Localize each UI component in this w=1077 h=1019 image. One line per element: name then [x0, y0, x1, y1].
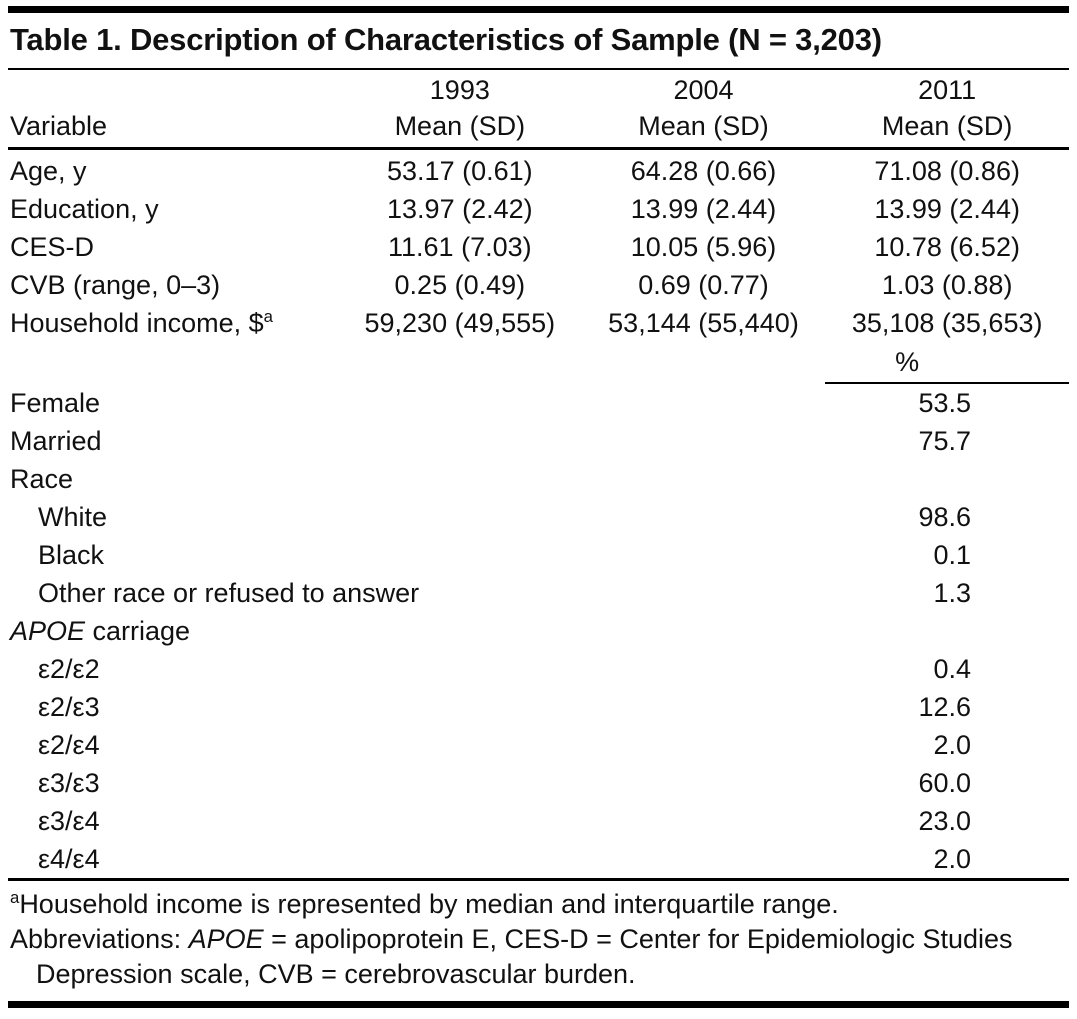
value-2011: 13.99 (2.44): [874, 194, 1020, 224]
table-row: [8, 650, 1069, 688]
row-label: ε2/ε3: [38, 692, 100, 722]
table-row: [8, 266, 1069, 304]
percent-value: 1.3: [933, 578, 971, 608]
percent-value: 98.6: [918, 502, 971, 532]
row-label-italic: APOE: [10, 616, 86, 646]
percent-value: 2.0: [933, 844, 971, 874]
percent-header: %: [825, 342, 1069, 384]
table-row: [8, 688, 1069, 726]
table-header: [8, 70, 1069, 147]
row-label: ε3/ε3: [38, 768, 100, 798]
table-row: [8, 574, 1069, 612]
row-label: Age, y: [10, 156, 87, 186]
percent-value: 53.5: [918, 388, 971, 418]
value-2004: 53,144 (55,440): [608, 308, 799, 338]
footnote-abbreviations: [10, 922, 1067, 992]
row-label-text: carriage: [85, 616, 191, 646]
year-header-2004: 2004: [673, 75, 734, 105]
percent-value: 75.7: [918, 426, 971, 456]
abbrev-rest: = apolipoprotein E, CES-D = Center for Epidemiologic Studies Depression scale, CVB = cerebrovascular burden.: [36, 924, 1013, 989]
row-label-text: Household income, $: [10, 308, 264, 338]
table-row: [8, 840, 1069, 878]
table-row: [8, 460, 1069, 498]
table-row: [8, 726, 1069, 764]
row-label: ε4/ε4: [38, 844, 100, 874]
percent-value: 12.6: [918, 692, 971, 722]
row-label: CVB (range, 0–3): [10, 270, 221, 300]
row-label: Female: [10, 388, 101, 418]
subheader-row: [8, 108, 1069, 144]
variable-header: Variable: [10, 111, 108, 141]
percent-value: 23.0: [918, 806, 971, 836]
mean-sd-header-2011: Mean (SD): [881, 111, 1013, 141]
footnote-a-text: Household income is represented by median and interquartile range.: [19, 889, 839, 919]
abbrev-prefix: Abbreviations:: [10, 924, 189, 954]
table-body: [8, 150, 1069, 878]
value-1993: 13.97 (2.42): [387, 194, 533, 224]
table-row: [8, 764, 1069, 802]
value-2011: 71.08 (0.86): [874, 156, 1020, 186]
value-2011: 35,108 (35,653): [851, 308, 1043, 338]
footnotes: [8, 881, 1069, 1001]
table-row: [8, 384, 1069, 422]
value-2004: 10.05 (5.96): [630, 232, 777, 262]
value-2004: 13.99 (2.44): [630, 194, 777, 224]
mean-sd-header-1993: Mean (SD): [394, 111, 526, 141]
value-2011: 10.78 (6.52): [874, 232, 1020, 262]
abbrev-apoe-italic: APOE: [188, 924, 264, 954]
top-rule: [8, 6, 1069, 13]
value-2004: 0.69 (0.77): [638, 270, 769, 300]
value-1993: 59,230 (49,555): [364, 308, 556, 338]
row-label: Black: [38, 540, 105, 570]
table-row: [8, 536, 1069, 574]
footnote-marker-a: a: [263, 307, 273, 326]
value-2011: 1.03 (0.88): [881, 270, 1013, 300]
table-row: [8, 304, 1069, 342]
percent-value: 0.1: [933, 540, 971, 570]
mean-sd-header-2004: Mean (SD): [638, 111, 769, 141]
row-label: Married: [10, 426, 102, 456]
row-label: ε3/ε4: [38, 806, 100, 836]
row-label: [8, 612, 825, 650]
table-row: [8, 190, 1069, 228]
row-label: White: [38, 502, 108, 532]
row-label: [8, 304, 338, 342]
bottom-rule: [8, 1001, 1069, 1008]
table-row: [8, 498, 1069, 536]
year-header-row: [8, 72, 1069, 108]
table-row: [8, 802, 1069, 840]
table-title: Table 1. Description of Characteristics of Sample (N = 3,203): [10, 22, 882, 57]
table-row: [8, 422, 1069, 460]
year-header-1993: 1993: [429, 75, 490, 105]
table-row: [8, 612, 1069, 650]
year-header-2011: 2011: [918, 75, 977, 105]
row-label: CES-D: [10, 232, 95, 262]
value-1993: 0.25 (0.49): [394, 270, 526, 300]
value-2004: 64.28 (0.66): [630, 156, 777, 186]
percent-value: 2.0: [933, 730, 971, 760]
percent-value: 60.0: [918, 768, 971, 798]
percent-value: 0.4: [933, 654, 971, 684]
row-label: Other race or refused to answer: [38, 578, 420, 608]
row-label: ε2/ε2: [38, 654, 100, 684]
row-label: ε2/ε4: [38, 730, 100, 760]
footnote-a-marker: a: [10, 888, 20, 907]
table-row: [8, 152, 1069, 190]
value-1993: 11.61 (7.03): [388, 232, 532, 262]
table-row: [8, 228, 1069, 266]
footnote-a: [10, 887, 1067, 922]
row-label: Race: [10, 464, 74, 494]
value-1993: 53.17 (0.61): [387, 156, 533, 186]
row-label: Education, y: [10, 194, 159, 224]
percent-header-row: [8, 342, 1069, 384]
